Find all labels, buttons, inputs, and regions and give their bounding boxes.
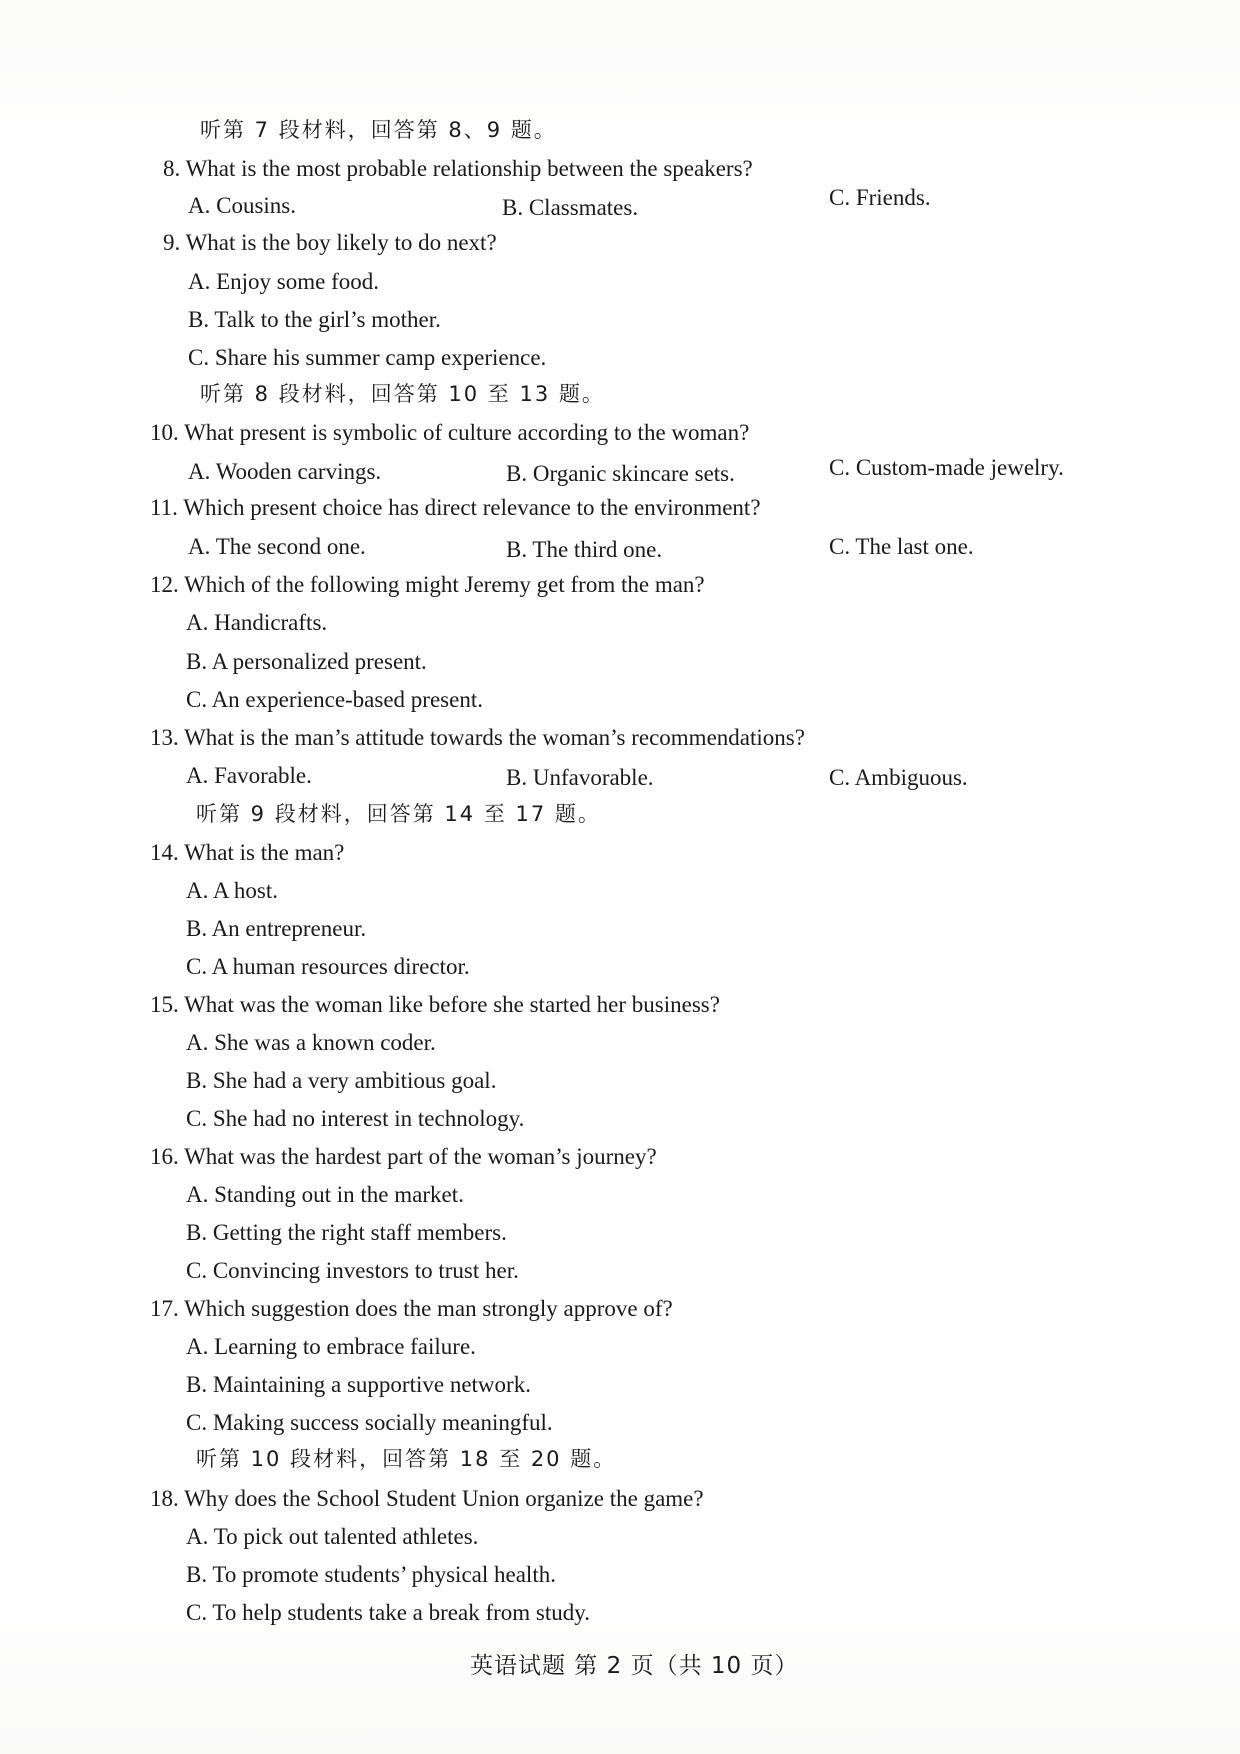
option-a: A. To pick out talented athletes. [186, 1524, 479, 1549]
section-heading: 听第 7 段材料，回答第 8、9 题。 [200, 118, 557, 142]
option-c: C. Convincing investors to trust her. [186, 1258, 519, 1283]
option-a: A. A host. [186, 878, 279, 903]
question-stem: 10. What present is symbolic of culture according to the woman? [150, 420, 750, 445]
option-a: A. Favorable. [186, 763, 312, 788]
option-b: B. Classmates. [502, 195, 639, 220]
option-c: C. Ambiguous. [829, 765, 968, 790]
option-c: C. An experience-based present. [186, 687, 483, 712]
section-heading: 听第 10 段材料，回答第 18 至 20 题。 [196, 1447, 617, 1471]
option-c: C. Share his summer camp experience. [188, 345, 547, 370]
option-a: A. She was a known coder. [186, 1030, 436, 1055]
option-b: B. Organic skincare sets. [506, 461, 735, 486]
question-stem: 17. Which suggestion does the man strongly approve of? [150, 1296, 673, 1321]
option-b: B. The third one. [506, 537, 663, 562]
option-a: A. Learning to embrace failure. [186, 1334, 476, 1359]
option-b: B. Unfavorable. [506, 765, 654, 790]
option-b: B. Talk to the girl’s mother. [188, 307, 441, 332]
option-b: B. An entrepreneur. [186, 916, 367, 941]
section-heading: 听第 8 段材料，回答第 10 至 13 题。 [200, 382, 605, 406]
question-stem: 14. What is the man? [150, 840, 345, 865]
option-a: A. Handicrafts. [186, 610, 328, 635]
option-c: C. She had no interest in technology. [186, 1106, 525, 1131]
question-stem: 13. What is the man’s attitude towards the woman’s recommendations? [150, 725, 805, 750]
page-footer: 英语试题 第 2 页（共 10 页） [470, 1653, 799, 1679]
option-b: B. A personalized present. [186, 649, 427, 674]
question-stem: 9. What is the boy likely to do next? [163, 230, 497, 255]
option-c: C. The last one. [829, 534, 974, 559]
option-a: A. Wooden carvings. [188, 459, 382, 484]
option-b: B. Maintaining a supportive network. [186, 1372, 531, 1397]
question-stem: 16. What was the hardest part of the woman’s journey? [150, 1144, 657, 1169]
option-c: C. Friends. [829, 185, 931, 210]
question-stem: 15. What was the woman like before she started her business? [150, 992, 720, 1017]
option-c: C. Making success socially meaningful. [186, 1410, 553, 1435]
option-c: C. A human resources director. [186, 954, 470, 979]
option-b: B. She had a very ambitious goal. [186, 1068, 497, 1093]
option-c: C. Custom-made jewelry. [829, 455, 1064, 480]
section-heading: 听第 9 段材料，回答第 14 至 17 题。 [196, 802, 601, 826]
question-stem: 8. What is the most probable relationship between the speakers? [163, 156, 753, 181]
option-a: A. The second one. [188, 534, 366, 559]
question-stem: 12. Which of the following might Jeremy get from the man? [150, 572, 705, 597]
question-stem: 18. Why does the School Student Union organize the game? [150, 1486, 704, 1511]
option-a: A. Cousins. [188, 193, 296, 218]
option-a: A. Enjoy some food. [188, 269, 380, 294]
option-b: B. Getting the right staff members. [186, 1220, 507, 1245]
option-a: A. Standing out in the market. [186, 1182, 464, 1207]
option-b: B. To promote students’ physical health. [186, 1562, 556, 1587]
option-c: C. To help students take a break from study. [186, 1600, 591, 1625]
question-stem: 11. Which present choice has direct relevance to the environment? [150, 495, 761, 520]
